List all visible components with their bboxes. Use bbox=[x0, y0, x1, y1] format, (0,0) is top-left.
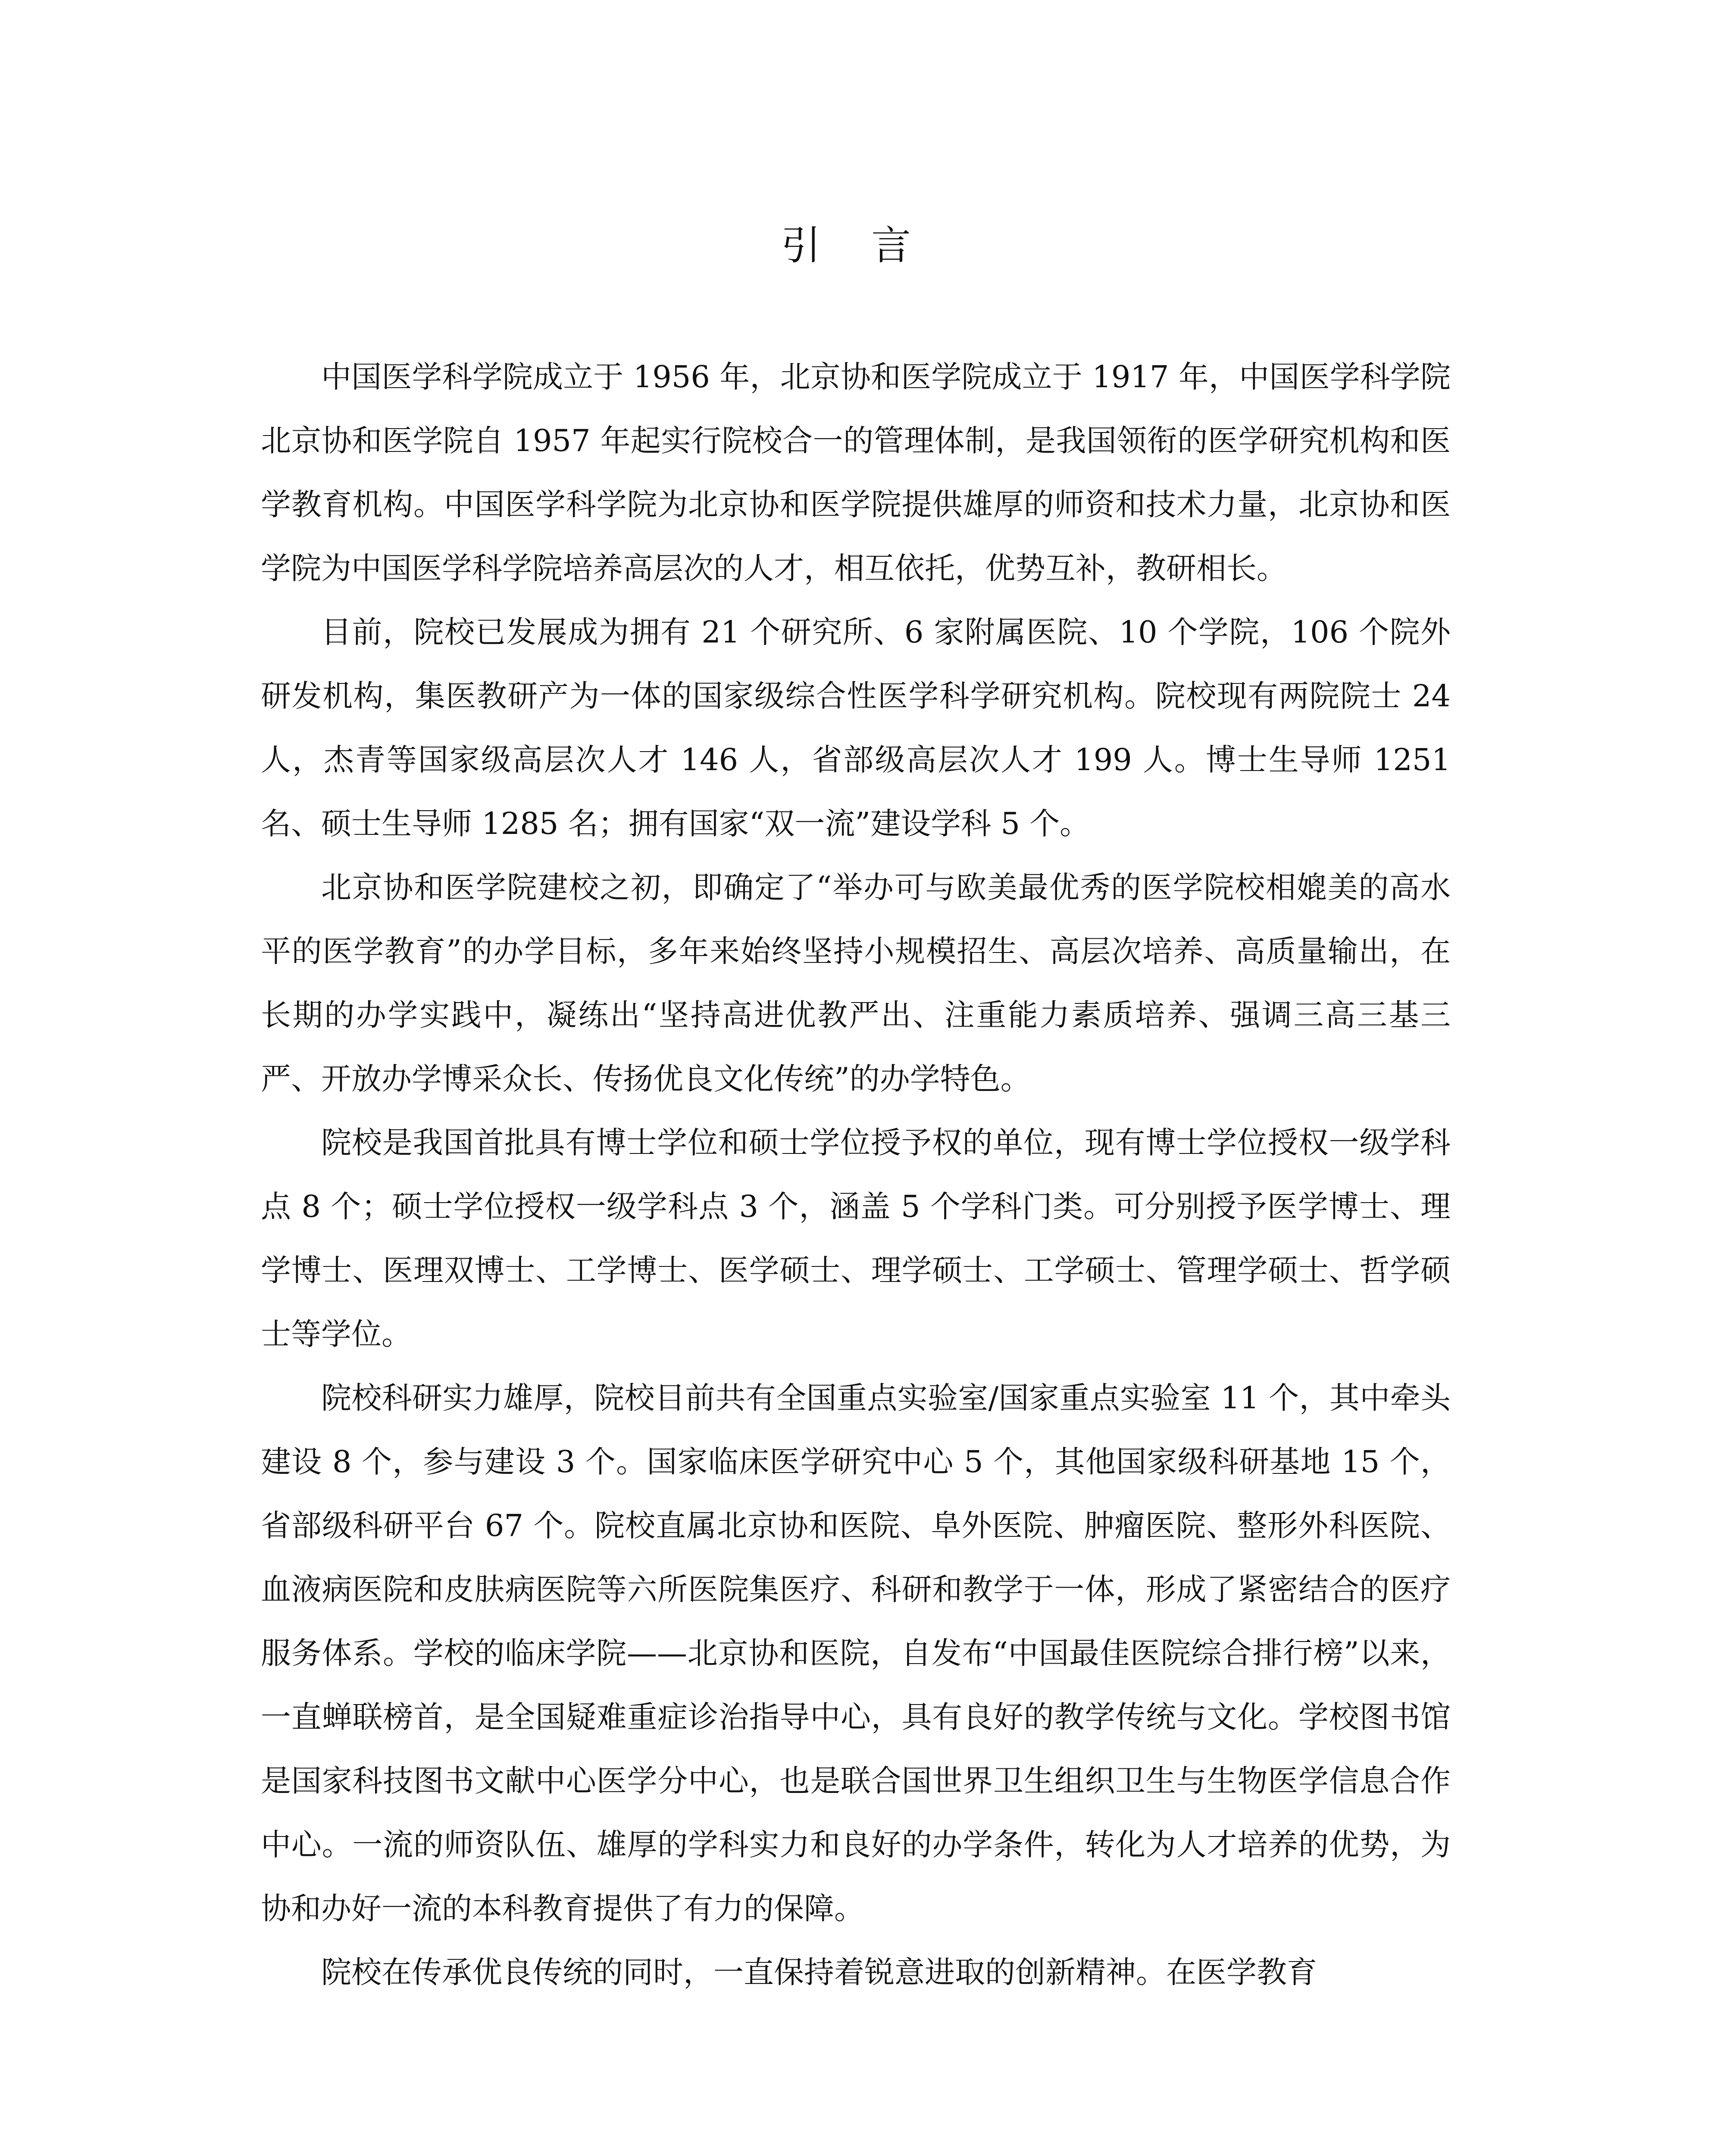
paragraph-6: 院校在传承优良传统的同时，一直保持着锐意进取的创新精神。在医学教育 bbox=[321, 1955, 1317, 1990]
page-title: 引 言 bbox=[781, 222, 930, 269]
body-text bbox=[261, 345, 1451, 2004]
paragraph-2: 目前，院校已发展成为拥有 21 个研究所、6 家附属医院、10 个学院，106 个院外研发机构，集医教研产为一体的国家级综合性医学科学研究机构。院校现有两院院士 24 人，杰青等国家级高层次人才 146 人，省部级高层次人才 199 人。博士生导师 1251 名、硕士生导师 1285 名；拥有国家“双一流”建设学科 5 个。 bbox=[261, 614, 1451, 841]
paragraph-3: 北京协和医学院建校之初，即确定了“举办可与欧美最优秀的医学院校相媲美的高水平的医学教育”的办学目标，多年来始终坚持小规模招生、高层次培养、高质量输出，在长期的办学实践中，凝练出“坚持高进优教严出、注重能力素质培养、强调三高三基三严、开放办学博采众长、传扬优良文化传统”的办学特色。 bbox=[261, 870, 1451, 1097]
paragraph-4: 院校是我国首批具有博士学位和硕士学位授予权的单位，现有博士学位授权一级学科点 8 个；硕士学位授权一级学科点 3 个，涵盖 5 个学科门类。可分别授予医学博士、理学博士、医理双博士、工学博士、医学硕士、理学硕士、工学硕士、管理学硕士、哲学硕士等学位。 bbox=[261, 1125, 1451, 1352]
paragraph-5: 院校科研实力雄厚，院校目前共有全国重点实验室/国家重点实验室 11 个，其中牵头建设 8 个，参与建设 3 个。国家临床医学研究中心 5 个，其他国家级科研基地 15 个，省部级科研平台 67 个。院校直属北京协和医院、阜外医院、肿瘤医院、整形外科医院、血液病医院和皮肤病医院等六所医院集医疗、科研和教学于一体，形成了紧密结合的医疗服务体系。学校的临床学院——北京协和医院，自发布“中国最佳医院综合排行榜”以来，一直蝉联榜首，是全国疑难重症诊治指导中心，具有良好的教学传统与文化。学校图书馆是国家科技图书文献中心医学分中心，也是联合国世界卫生组织卫生与生物医学信息合作中心。一流的师资队伍、雄厚的学科实力和良好的办学条件，转化为人才培养的优势，为协和办好一流的本科教育提供了有力的保障。 bbox=[261, 1380, 1451, 1926]
paragraph-1: 中国医学科学院成立于 1956 年，北京协和医学院成立于 1917 年，中国医学科学院北京协和医学院自 1957 年起实行院校合一的管理体制，是我国领衔的医学研究机构和医学教育机构。中国医学科学院为北京协和医学院提供雄厚的师资和技术力量，北京协和医学院为中国医学科学院培养高层次的人才，相互依托，优势互补，教研相长。 bbox=[261, 359, 1451, 586]
